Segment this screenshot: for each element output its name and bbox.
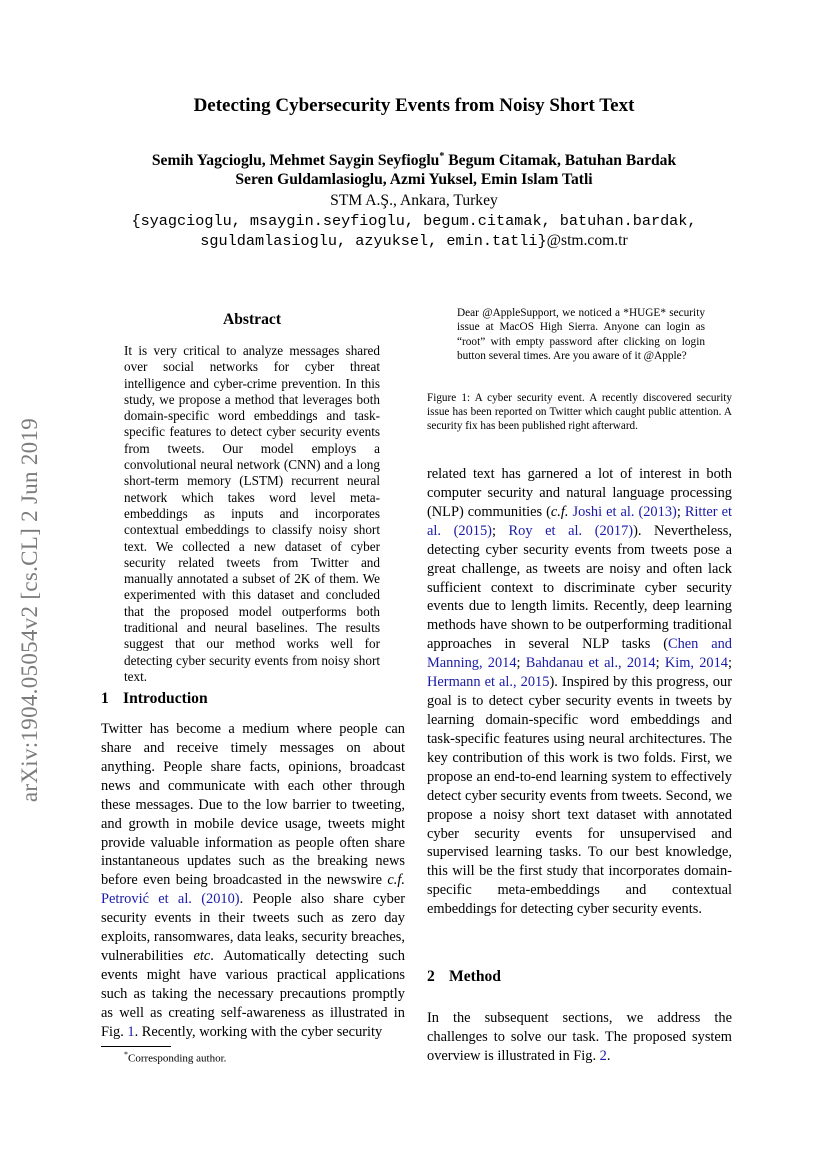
figure-1-caption: Figure 1: A cyber security event. A recently discovered security issue has been reported on Twitter which caught public attention. A security fix has been published right afterward. [427, 392, 732, 433]
right-text-3: ). Inspired by this progress, our goal is to detect cyber security events in tweets by learning domain-specific word embeddings and task-specific features using neural architectures. The key contribution of this work is two folds. First, we propose an end-to-end learning system to effectively detect cyber security events from tweets. Second, we propose a noisy short text dataset with annotated cyber security events for unsupervised and supervised learning tasks. To our best knowledge, this will be the first study that incorporates domain-specific meta-embeddings and contextual embeddings for detecting cyber security events. [427, 674, 732, 918]
section-number: 2 [427, 968, 435, 985]
intro-text-3: . Automatically detecting such events might have various practical applications such as taking the necessary precautions promptly as well as creating self-awareness as illustrated in Fig. [101, 948, 405, 1040]
separator: ; [491, 522, 509, 539]
right-cf: c.f. [550, 503, 569, 520]
footnote-text: Corresponding author. [128, 1052, 227, 1065]
method-text-1: In the subsequent sections, we address the challenges to solve our task. The proposed system overview is illustrated in Fig. [427, 1010, 732, 1064]
authors-line-2: Seren Guldamlasioglu, Azmi Yuksel, Emin Islam Tatli [235, 171, 593, 188]
authors-line-1a: Semih Yagcioglu, Mehmet Saygin Seyfioglu [151, 152, 440, 170]
method-text-2: . [606, 1047, 611, 1064]
citation-link-joshi[interactable]: Joshi et al. (2013) [572, 503, 677, 520]
authors-line-1b: Begum Citamak, Batuhan Bardak [448, 152, 677, 170]
citation-link-bahdanau[interactable]: Bahdanau et al., 2014 [525, 655, 656, 672]
citation-link-kim[interactable]: Kim, 2014 [664, 655, 728, 672]
section-title: Method [449, 968, 501, 985]
section-heading-method [427, 968, 501, 986]
footnote [124, 1050, 226, 1065]
footnote-divider [101, 1046, 171, 1047]
authors-line-1 [0, 151, 828, 170]
abstract-text: It is very critical to analyze messages shared over social networks for cyber threat intelligence and cyber-crime prevention. In this study, we propose a method that leverages both domain-specific word embeddings and task-specific features to detect cyber security events from tweets. Our model employs a convolutional neural network (CNN) and a long short-term memory (LSTM) recurrent neural network which takes word level meta-embeddings as inputs and incorporates contextual embeddings to classify noisy short text. We collected a new dataset of cyber security related tweets from Twitter and manually annotated a subset of 2K of them. We experimented with this dataset and concluded that the proposed model outperforms both traditional and neural baselines. The results suggest that our method works well for detecting cyber security events from noisy short text. [124, 343, 380, 684]
separator: ; [516, 655, 526, 672]
footnote-mark: * [124, 1050, 128, 1059]
corresponding-author-mark: * [439, 151, 445, 162]
citation-link-ritter[interactable]: Ritter et al. (2015) [427, 503, 732, 539]
arxiv-identifier: arXiv:1904.05054v2 [cs.CL] 2 Jun 2019 [17, 417, 42, 803]
figure-1-link[interactable]: 1 [127, 1023, 135, 1040]
method-paragraph [427, 1009, 732, 1066]
arxiv-sidebar [17, 375, 42, 845]
intro-cf: c.f. [387, 872, 405, 889]
intro-text-1: Twitter has become a medium where people can share and receive timely messages on about anything. People share facts, opinions, broadcast news and communicate with each other through these messages. Due to the low barrier to tweeting, and growth in mobile device usage, tweets might provide valuable information as people often share instantaneous updates such as the breaking news before even being broadcasted in the newswire [101, 721, 405, 889]
citation-link-petrovic[interactable]: Petrović et al. (2010) [101, 891, 240, 908]
affiliation: STM A.Ş., Ankara, Turkey [330, 192, 498, 209]
section-heading-introduction [101, 690, 208, 708]
citation-link-roy[interactable]: Roy et al. (2017) [508, 522, 634, 539]
right-text-2: ). Nevertheless, detecting cyber security events from tweets pose a great challenge, as tweets are noisy and often lack sufficient context to discriminate cyber security events due to length limits. Recently, deep learning methods have shown to be outperforming traditional approaches in several NLP tasks ( [427, 522, 732, 653]
email-domain: @stm.com.tr [546, 232, 628, 249]
emails-line-2 [0, 232, 828, 250]
introduction-continued-paragraph [427, 465, 732, 919]
separator: ; [728, 655, 732, 672]
citation-link-hermann[interactable]: Hermann et al., 2015 [427, 674, 550, 691]
intro-text-2: . People also share cyber security events in their tweets such as zero day exploits, ransomwares, data leaks, security breaches, vulnerabilities [101, 891, 406, 965]
section-title: Introduction [123, 690, 208, 707]
citation-link-chen[interactable]: Chen and Manning, 2014 [427, 636, 732, 672]
abstract-heading: Abstract [222, 311, 282, 328]
intro-text-4: . Recently, working with the cyber security [134, 1023, 383, 1040]
introduction-paragraph [101, 720, 405, 1042]
emails-line-1: {syagcioglu, msaygin.seyfioglu, begum.citamak, batuhan.bardak, [131, 212, 697, 230]
emails-names: sguldamlasioglu, azyuksel, emin.tatli} [200, 232, 547, 250]
intro-etc: etc [193, 948, 211, 965]
separator: ; [655, 655, 665, 672]
separator: ; [676, 503, 685, 520]
figure-2-link[interactable]: 2 [599, 1047, 607, 1064]
right-text-1: related text has garnered a lot of interest in both computer security and natural language processing (NLP) communities ( [427, 466, 732, 520]
paper-title: Detecting Cybersecurity Events from Noisy Short Text [193, 95, 635, 116]
figure-1-tweet: Dear @AppleSupport, we noticed a *HUGE* security issue at MacOS High Sierra. Anyone can login as “root” with empty password after clicking on login button several times. Are you aware of it @Apple? [457, 307, 705, 362]
section-number: 1 [101, 690, 109, 707]
